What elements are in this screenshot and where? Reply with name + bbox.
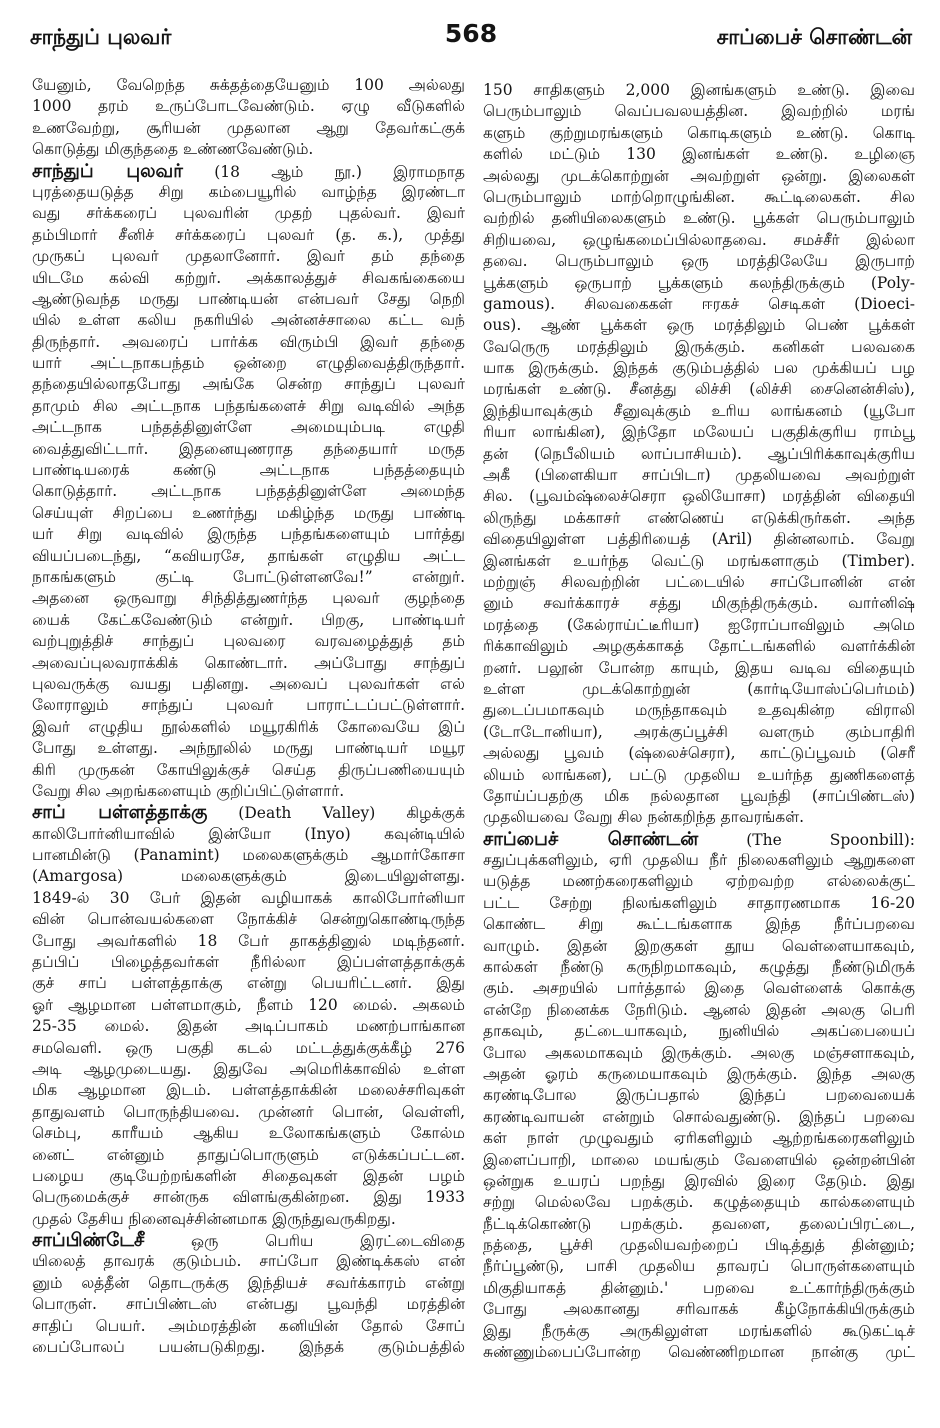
text-line [483,850,915,871]
text-line [32,96,465,117]
text-line [483,80,915,101]
text-line [483,1085,915,1106]
text-line [32,139,465,160]
text-line [32,674,465,695]
text-line [483,722,915,743]
line-text: தவை. பெரும்பாலும் ஒரு மரத்திலேயே இருபாற் [483,252,915,271]
line-text: gamous). சிலவகைகள் ஈரகச் செடிகள் (Dioeci- [483,294,915,313]
line-text: வேறு சில அறங்களையும் குறிப்பிட்டுள்ளார். [32,781,345,800]
text-line [32,1166,465,1187]
line-text: (18 ஆம் நூ.) இராமநாத [182,162,465,181]
line-text: ஆண்டுவந்த மருது பாண்டியன் என்பவர் சேது நெறி [32,289,465,308]
line-text: பெருமைக்குச் சான்ருக விளங்குகின்றன. இது 1933 [32,1188,465,1207]
text-line [483,551,915,572]
text-line [483,1043,915,1064]
line-text: (Amargosa) மலைகளுக்கும் இடையிலுள்ளது. [32,867,465,886]
line-text: முதல் தேசிய நினைவுச்சின்னமாக இருந்துவருகிறது. [32,1209,396,1228]
line-text: தாதுவளம் பொருந்தியவை. முன்னர் பொன், வெள்ளி, [32,1102,465,1121]
text-line [32,1102,465,1123]
text-line [483,1214,915,1235]
text-line [483,251,915,272]
line-text: என்றே நினைக்க நேரிடும். ஆனல் இதன் அலகு பெரி [483,1000,915,1019]
text-line [483,144,915,165]
line-text: சுண்ணும்பைப்போன்ற வெண்ணிறமான நான்கு முட் [483,1343,915,1362]
line-text: யைக் கேட்கவேண்டும் என்றுர். பிறகு, பாண்டியர் [32,610,465,629]
running-head-first-entry: சாந்துப் புலவர் [30,25,172,49]
line-text: மரத்தை (கேல்ராய்ட்டீரியா) ஐரோப்பாவிலும் அமெ [483,615,915,634]
text-line [32,1038,465,1059]
text-line [483,1128,915,1149]
line-text: வற்றில் தனியிலைகளும் உண்டு. பூக்கள் பெரும்பாலும் [483,209,915,228]
text-line [32,481,465,502]
text-line [32,225,465,246]
line-text: னைட் என்னும் தாதுப்பொருளும் எடுக்கப்பட்டன. [32,1145,465,1164]
text-line [483,572,915,593]
text-line [483,593,915,614]
text-line [483,1321,915,1342]
line-text: சற்று மெல்லவே பறக்கும். கழுத்தையும் கால்களையும் [483,1193,915,1212]
line-text: பாண்டியரைக் கண்டு அட்டநாக பந்தத்தையும் [32,461,465,480]
text-line [483,315,915,336]
line-text: அதன் ஓரம் கருமையாகவும் இருக்கும். இந்த அலகு [483,1064,915,1083]
text-line [32,332,465,353]
text-line [483,957,915,978]
line-text: 1000 தரம் உருப்போடவேண்டும். ஏழு வீடுகளில் [32,97,465,116]
text-line [32,396,465,417]
entry-headword: சாப்பிண்டேசீ [32,1230,145,1252]
line-text: கொடுத்து மிகுந்ததை உண்ணவேண்டும். [32,140,314,159]
line-text: னும் சவர்க்காரச் சத்து மிகுந்திருக்கும். வார்னிஷ் [483,594,915,613]
text-line [32,631,465,652]
line-text: சில. (பூவம்ஷ்லைச்செரா ஒலியோசா) மரத்தின் விதையி [483,487,915,506]
page-number: 568 [444,19,498,48]
line-text: யில் உள்ள கலிய நகரியில் அன்னச்சாலை கட்ட வந் [32,311,465,330]
text-line [483,101,915,122]
line-text: லோராலும் சாந்துப் புலவர் பாராட்டப்பட்டுள்ளார். [32,696,465,715]
line-text: யிடமே கல்வி கற்றுர். அக்காலத்துச் சிவகங்கையை [32,268,465,287]
encyclopedia-entry [32,1230,465,1358]
text-line [32,310,465,331]
line-text: கள் நாள் முழுவதும் ஏரிகளிலும் ஆற்றங்கரைகளிலும் [483,1129,915,1148]
text-line [32,203,465,224]
line-text: இவர் எழுதிய நூல்களில் மயூரகிரிக் கோவையே இப் [32,717,465,736]
line-text: சாதிப் பெயர். அம்மரத்தின் கனியின் தோல் சோப் [32,1316,465,1335]
text-line [32,1337,465,1358]
text-line [32,931,465,952]
text-line [32,182,465,203]
line-text: போல அகலமாகவும் இருக்கும். அலகு மஞ்சளாகவும், [483,1043,915,1062]
line-text: பானமின்டு (Panamint) மலைகளுக்கும் ஆமார்கோசா [32,846,465,865]
text-line [32,717,465,738]
line-text: இது நீருக்கு அருகிலுள்ள மரங்களில் கூடுகட்டிச் [483,1321,915,1340]
line-text: மிகுதியாகத் தின்னும்.' பறவை உட்கார்ந்திருக்கும் [483,1278,915,1297]
text-line [32,1145,465,1166]
line-text: போது அலகானது சரிவாகக் கீழ்நோக்கியிருக்கும் [483,1300,915,1319]
line-text: தன் (நெபீலியம் லாப்பாசியம்). ஆப்பிரிக்காவுக்குரிய [483,444,915,463]
line-text: கொண்ட சிறு கூட்டங்களாக இந்த நீர்ப்பறவை [483,915,915,934]
text-line [483,1192,915,1213]
line-text: ஒரு பெரிய இரட்டைவிதை [144,1232,465,1251]
text-line [32,824,465,845]
line-text: முதலியவை வேறு சில நன்கறிந்த தாவரங்கள். [483,808,805,827]
text-line [483,379,915,400]
text-line [32,802,465,823]
continued-paragraph [32,75,465,161]
text-line [483,914,915,935]
line-text: வேருெரு மரத்திலும் இருக்கும். கனிகள் பலவகை [483,337,915,356]
text-line [483,1342,915,1363]
text-line [483,187,915,208]
text-line [483,444,915,465]
text-line [32,460,465,481]
line-text: முருகப் புலவர் முதலானோர். இவர் தம் தந்தை [32,247,465,266]
text-line [483,465,915,486]
text-line [483,1150,915,1171]
entry-headword: சாப் பள்ளத்தாக்கு [32,802,208,824]
text-line [32,760,465,781]
line-text: வாழும். இதன் இறகுகள் தூய வெள்ளையாகவும், [483,936,915,955]
line-text: அட்டநாக பந்தத்தினுள்ளே அமையும்படி எழுதி [32,418,465,437]
text-line [32,289,465,310]
line-text: நீர்ப்பூண்டு, பாசி முதலிய தாவரப் பொருள்களையும் [483,1257,915,1276]
text-line [32,1123,465,1144]
line-text: போது அவர்களில் 18 பேர் தாகத்தினுல் மடிந்தனர். [32,931,465,950]
text-line [483,807,915,828]
text-line [483,936,915,957]
line-text: வின் பொன்வயல்களை நோக்கிச் சென்றுகொண்டிருந்த [32,910,465,929]
line-text: யேனும், வேறெந்த சுக்தத்தையேனும் 100 அல்லது [32,76,465,94]
line-text: அவைப்புலவராக்கிக் கொண்டார். அப்போது சாந்துப் [32,653,465,672]
line-text: னும் லத்தீன் தொடருக்கு இந்தியச் சவர்க்காரம் என்று [32,1273,465,1292]
text-line [32,439,465,460]
line-text: கும். அசறயில் பார்த்தால் இதை வெள்ளைக் கொக்கு [483,979,915,998]
text-line [32,866,465,887]
line-text: களில் மட்டும் 130 இனங்கள் உண்டு. உழிஞை [483,145,915,164]
text-line [32,1016,465,1037]
line-text: செம்பு, காரீயம் ஆகிய உலோகங்களும் கோல்ம [32,1124,465,1143]
line-text: குச் சாப் பள்ளத்தாக்கு என்று பெயரிட்டனர். இது [32,974,465,993]
text-line [32,246,465,267]
text-line [32,1273,465,1294]
text-line [483,765,915,786]
line-text: அல்லது முடக்கொற்றுன் அவற்றுள் ஒன்று. இலைகள் [483,166,915,185]
text-line [483,486,915,507]
text-line [32,118,465,139]
line-text: தந்தையில்லாதபோது அங்கே சென்ற சாந்துப் புலவர் [32,375,465,394]
line-text: அடி ஆழமுடையது. இதுவே அமெரிக்காவில் உள்ள [32,1059,465,1078]
text-line [483,786,915,807]
text-line [32,781,465,802]
text-line [32,845,465,866]
continued-paragraph [483,80,915,829]
text-line [32,417,465,438]
line-text: போது உள்ளது. அந்நூலில் மருது பாண்டியர் மயூர [32,739,465,758]
line-text: இனங்கள் உயர்ந்த வெட்டு மரங்களாகும் (Timber). [483,551,915,570]
line-text: தாகவும், தட்டையாகவும், நுனியில் அகப்பையைப் [483,1022,915,1041]
text-line [483,166,915,187]
line-text: ரியா லாங்கின), இந்தோ மலேயப் பகுதிக்குரிய ராம்பூ [483,423,915,442]
running-head-last-entry: சாப்பைச் சொண்டன் [716,25,912,49]
right-column [483,80,915,1363]
line-text: மரங்கள் உண்டு. சீனத்து லிச்சி (லிச்சி சைனென்சிஸ்), [483,380,915,399]
text-line [483,700,915,721]
line-text: பூக்களும் ஒருபாற் பூக்களும் கலந்திருக்கும் (Poly- [483,273,915,292]
line-text: யடுத்த மணற்கரைகளிலும் ஏற்றவற்ற எல்லைக்குட் [483,872,915,891]
text-line [32,524,465,545]
line-text: செய்யுள் சிறப்பை உணர்ந்து மகிழ்ந்த மருது பாண்டி [32,503,465,522]
text-line [483,615,915,636]
text-line [483,1278,915,1299]
left-column [32,75,465,1358]
line-text: பொருள். சாப்பிண்டஸ் என்பது பூவந்தி மரத்தின் [32,1295,465,1314]
text-line [483,1064,915,1085]
text-line [483,508,915,529]
text-line [483,358,915,379]
text-line [32,909,465,930]
line-text: பெரும்பாலும் மாற்றொழுங்கின. கூட்டிலைகள். சில [483,187,915,206]
line-text: அதனை ஒருவாறு சிந்தித்துணர்ந்த புலவர் குழந்தை [32,589,465,608]
line-text: வற்புறுத்திச் சாந்துப் புலவரை வரவழைத்துத் தம் [32,632,465,651]
text-line [32,1230,465,1251]
line-text: கரண்டிவாயன் என்றும் சொல்வதுண்டு. இந்தப் பறவை [483,1107,915,1126]
text-line [32,268,465,289]
line-text: பட்ட சேற்று நிலங்களிலும் சாதாரணமாக 16-20 [483,893,915,912]
text-line [32,952,465,973]
line-text: தப்பிப் பிழைத்தவர்கள் நீரில்லா இப்பள்ளத்தாக்குக் [32,953,465,972]
line-text: ரிக்காவிலும் அழகுக்காகத் தோட்டங்களில் வளர்க்கின் [483,637,915,656]
line-text: மற்றுஞ் சிலவற்றின் பட்டையில் சாப்போனின் என் [483,572,915,591]
line-text: நீட்டிக்கொண்டு பறக்கும். தவளை, தலைப்பிரட்டை, [483,1214,915,1233]
line-text: வது சர்க்கரைப் புலவரின் முதற் புதல்வர். இவர் [32,204,465,223]
text-line [483,1000,915,1021]
line-text: பைப்போலப் பயன்படுகிறது. இந்தக் குடும்பத்தில் [32,1338,465,1357]
text-line [32,1059,465,1080]
line-text: யிலைத் தாவரக் குடும்பம். சாப்போ இண்டிக்கஸ் என் [32,1252,465,1271]
line-text: அகீ (பிளைகியா சாப்பிடா) முதலியவை அவற்றுள் [483,466,915,485]
text-line [483,1299,915,1320]
text-line [483,743,915,764]
text-line [483,1021,915,1042]
line-text: ous). ஆண் பூக்கள் ஒரு மரத்திலும் பெண் பூக்கள் [483,316,915,335]
text-line [483,123,915,144]
line-text: (The Spoonbill): [698,830,915,849]
line-text: (டோடோனியா), அரக்குப்பூச்சி வளரும் கும்பாதிரி [483,722,915,741]
line-text: பழைய குடியேற்றங்களின் சிதைவுகள் இதன் பழம் [32,1166,465,1185]
text-line [32,353,465,374]
text-line [483,871,915,892]
line-text: தோய்ப்பதற்கு மிக நல்லதான பூவந்தி (சாப்பிண்டஸ்) [483,786,915,805]
text-line [483,294,915,315]
text-line [483,401,915,422]
text-line [483,273,915,294]
text-line [483,679,915,700]
line-text: களும் குற்றுமரங்களும் கொடிகளும் உண்டு. கொடி [483,123,915,142]
text-line [32,374,465,395]
text-line [483,1256,915,1277]
line-text: கால்கள் நீண்டு கருநிறமாகவும், கழுத்து நீண்டுமிருக் [483,958,915,977]
line-text: பெரும்பாலும் வெப்பவலயத்தின. இவற்றில் மரங் [483,102,915,121]
text-line [483,893,915,914]
text-line [32,973,465,994]
line-text: உணவேற்று, சூரியன் முதலான ஆறு தேவர்கட்குக் [32,118,465,137]
line-text: புரத்தையடுத்த சிறு கம்பையூரில் வாழ்ந்த இரண்டா [32,182,465,201]
text-line [483,422,915,443]
line-text: நத்தை, பூச்சி முதலியவற்றைப் பிடித்துத் தின்னும்; [483,1236,915,1255]
line-text: சிறியவை, ஒழுங்கமைப்பில்லாதவை. சமச்சீர் இல்லா [483,230,915,249]
line-text: காலிபோர்னியாவில் இன்யோ (Inyo) கவுன்டியில் [32,824,465,843]
text-line [32,1251,465,1272]
text-line [483,636,915,657]
text-line [32,588,465,609]
line-text: யர் சிறு வடிவில் இருந்த பந்தங்களையும் பார்த்து [32,525,465,544]
line-text: மிக ஆழமான இடம். பள்ளத்தாக்கின் மலைச்சரிவுகள் [32,1081,465,1100]
encyclopedia-entry [32,802,465,1230]
text-line [32,738,465,759]
encyclopedia-entry [32,161,465,803]
line-text: உள்ள முடக்கொற்றுன் (கார்டியோஸ்ப்பெர்மம்) [483,679,915,698]
line-text: புலவருக்கு வயது பதினறு. அவைப் புலவர்கள் எல் [32,674,465,693]
text-line [483,978,915,999]
line-text: நாகங்களும் குட்டி போட்டுள்ளனவே!” என்றுர். [32,567,465,586]
line-text: வைத்துவிட்டார். இதனையுணராத தந்தையார் மருத [32,439,465,458]
text-line [483,658,915,679]
text-line [32,567,465,588]
text-line [32,503,465,524]
line-text: 1849-ல் 30 பேர் இதன் வழியாகக் காலிபோர்னியா [32,888,465,907]
line-text: லிருந்து மக்காசர் எண்ணெய் எடுக்கிருர்கள். அந்த [483,508,915,527]
text-line [483,829,915,850]
line-text: துடைப்பமாகவும் மருந்தாகவும் உதவுகின்ற விராலி [483,701,915,720]
text-line [32,1294,465,1315]
text-line [32,888,465,909]
line-text: அல்லது பூவம் (ஷ்லைச்செரா), காட்டுப்பூவம் (செரீ [483,744,915,763]
text-line [483,1171,915,1192]
line-text: தாமும் சில அட்டநாக பந்தங்களைச் சிறு வடிவில் அந்த [32,396,465,415]
line-text: கிரி முருகன் கோயிலுக்குச் செய்த திருப்பணியையும் [32,760,465,779]
line-text: லியம் லாங்கன), பட்டு முதலிய உயர்ந்த துணிகளைத் [483,765,915,784]
text-line [483,337,915,358]
line-text: 150 சாதிகளும் 2,000 இனங்களும் உண்டு. இவை [483,81,915,99]
text-line [32,1080,465,1101]
entry-headword: சாந்துப் புலவர் [32,160,183,182]
text-line [32,75,465,96]
text-line [32,653,465,674]
line-text: திருந்தார். அவரைப் பார்க்க விரும்பி இவர் தந்தை [32,332,465,351]
line-text: இந்தியாவுக்கும் சீனுவுக்கும் உரிய லாங்கனம் (யூபோ [483,401,915,420]
text-line [32,1316,465,1337]
text-line [32,610,465,631]
text-line [32,695,465,716]
line-text: யாக இருக்கும். இந்தக் குடும்பத்தில் பல முக்கியப் பழ [483,359,915,378]
line-text: தம்பிமார் சீனிச் சர்க்கரைப் புலவர் (த. க.), முத்து [32,225,465,244]
text-line [32,1209,465,1230]
text-line [483,230,915,251]
text-line [32,995,465,1016]
line-text: சமவெளி. ஒரு பகுதி கடல் மட்டத்துக்குக்கீழ் 276 [32,1038,465,1057]
entry-headword: சாப்பைச் சொண்டன் [483,828,699,850]
text-line [483,1235,915,1256]
line-text: கொடுத்தார். அட்டநாக பந்தத்தினுள்ளே அமைந்த [32,482,465,501]
line-text: 25-35 மைல். இதன் அடிப்பாகம் மணற்பாங்கான [32,1017,465,1036]
line-text: ஓர் ஆழமான பள்ளமாகும், நீளம் 120 மைல். அகலம் [32,995,465,1014]
line-text: (Death Valley) கிழக்குக் [207,804,465,823]
line-text: ஒன்றுக உயரப் பறந்து இரவில் இரை தேடும். இது [483,1171,915,1190]
line-text: கரண்டிபோல இருப்பதால் இந்தப் பறவையைக் [483,1086,915,1105]
encyclopedia-entry [483,829,915,1364]
text-line [483,208,915,229]
text-line [32,546,465,567]
text-line [32,161,465,182]
line-text: விதையிலுள்ள பத்திரியைத் (Aril) தின்னலாம். வேறு [483,530,915,549]
text-line [483,529,915,550]
line-text: றனர். பலூன் போன்ற காயும், இதய வடிவ விதையும் [483,658,915,677]
text-line [32,1187,465,1208]
line-text: யார் அட்டநாகபந்தம் ஒன்றை எழுதிவைத்திருந்தார். [32,354,465,373]
line-text: சதுப்புக்களிலும், ஏரி முதலிய நீர் நிலைகளிலும் ஆறுகளை [483,851,915,870]
line-text: இளைப்பாறி, மாலை மயங்கும் வேளையில் ஒன்றன்பின் [483,1150,915,1169]
text-line [483,1107,915,1128]
running-head [30,16,912,60]
line-text: வியப்படைந்து, “கவியரசே, தாங்கள் எழுதிய அட்ட [32,546,465,565]
